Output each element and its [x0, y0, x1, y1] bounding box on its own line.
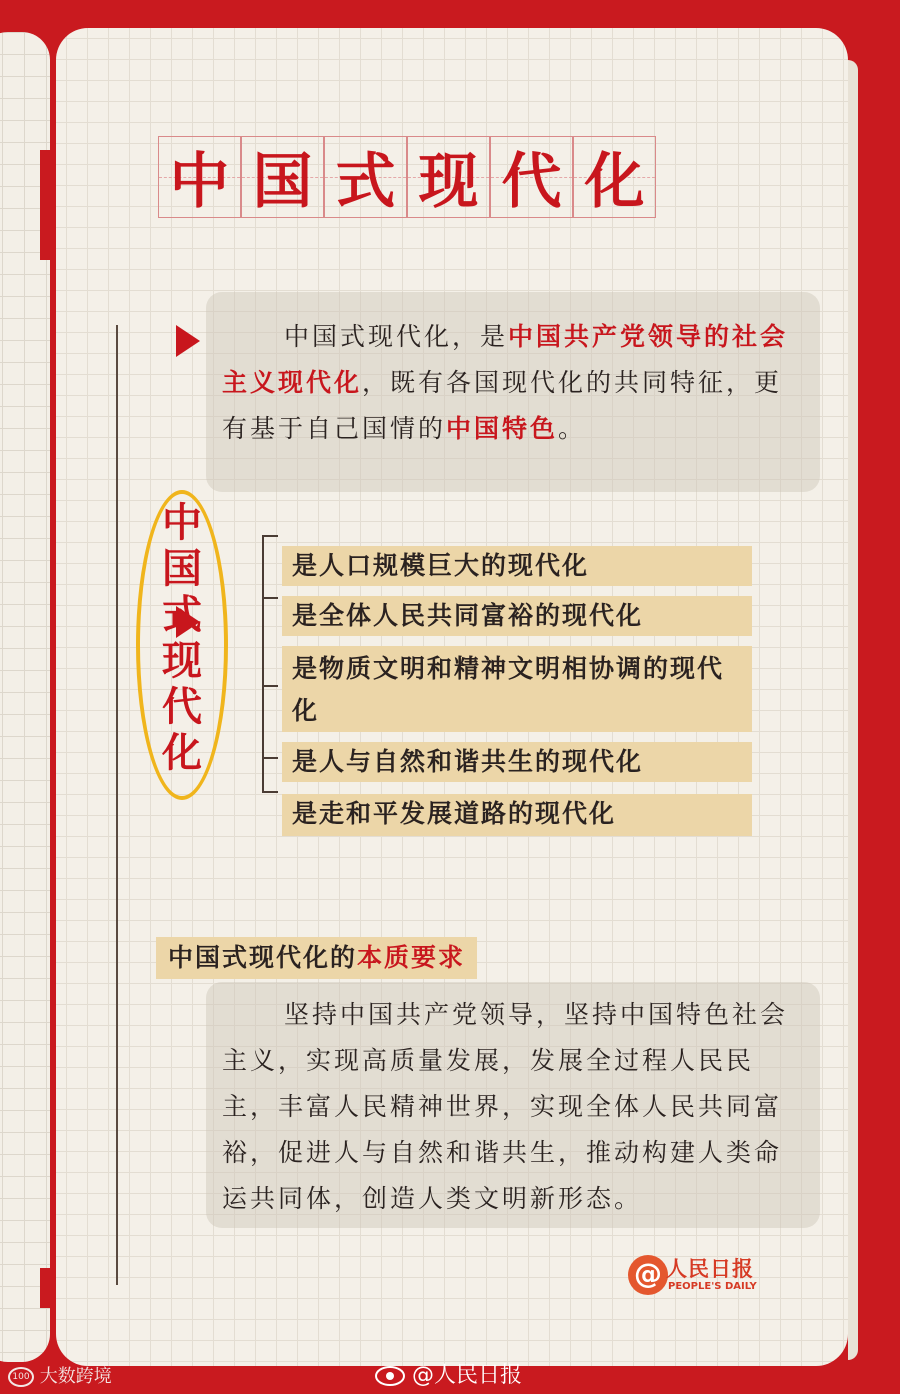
requirements-paragraph: 坚持中国共产党领导，坚持中国特色社会主义，实现高质量发展，发展全过程人民民主，丰富人民精神世界，实现全体人民共同富裕，促进人与自然和谐共生，推动构建人类命运共同体，创造人类文明新形态。: [206, 982, 820, 1228]
weibo-icon: [374, 1365, 406, 1387]
intro-paragraph: [206, 292, 820, 492]
oval-label: 中 国 式 现 代 化: [162, 500, 202, 776]
intro-text: 。: [558, 414, 587, 443]
feature-item: 是全体人民共同富裕的现代化: [282, 596, 752, 636]
title-char: 现: [407, 136, 490, 218]
feature-item: 是人口规模巨大的现代化: [282, 546, 752, 586]
section-heading-text: 中国式现代化的: [168, 943, 358, 972]
feature-item: 是人与自然和谐共生的现代化: [282, 742, 752, 782]
feature-item: 是走和平发展道路的现代化: [282, 794, 752, 836]
section-heading: [156, 937, 477, 979]
timeline-line: [116, 325, 118, 1285]
intro-text: ，既有各国现代化的共同特征，更有基于自己国情的: [222, 368, 783, 443]
at-icon: @: [628, 1255, 668, 1295]
title-char: 式: [324, 136, 407, 218]
logo-name: 人民日报: [666, 1257, 754, 1281]
feature-item: 是物质文明和精神文明相协调的现代化: [282, 646, 752, 732]
peoples-daily-logo: [628, 1253, 788, 1301]
watermark-left: [8, 1362, 112, 1388]
title-char: 中: [158, 136, 241, 218]
watermark-right: [374, 1358, 522, 1389]
intro-text: 中国式现代化，是: [284, 322, 509, 351]
title-char: 国: [241, 136, 324, 218]
logo-english: PEOPLE'S DAILY: [668, 1281, 757, 1292]
intro-highlight: 中国共产党领导的社会主义现代化: [222, 322, 789, 397]
title-char: 代: [490, 136, 573, 218]
watermark-left-text: 大数跨境: [39, 1366, 112, 1387]
badge-icon: 100: [8, 1367, 34, 1387]
back-tab: [40, 1268, 54, 1308]
timeline-marker-icon: [176, 325, 200, 357]
back-tab: [40, 150, 54, 260]
title-char: 化: [573, 136, 656, 218]
card-edge: [848, 60, 858, 1360]
intro-highlight: 中国特色: [446, 414, 559, 443]
section-heading-highlight: 本质要求: [357, 943, 466, 972]
page-title: [158, 136, 656, 218]
watermark-right-text: @人民日报: [412, 1363, 523, 1388]
